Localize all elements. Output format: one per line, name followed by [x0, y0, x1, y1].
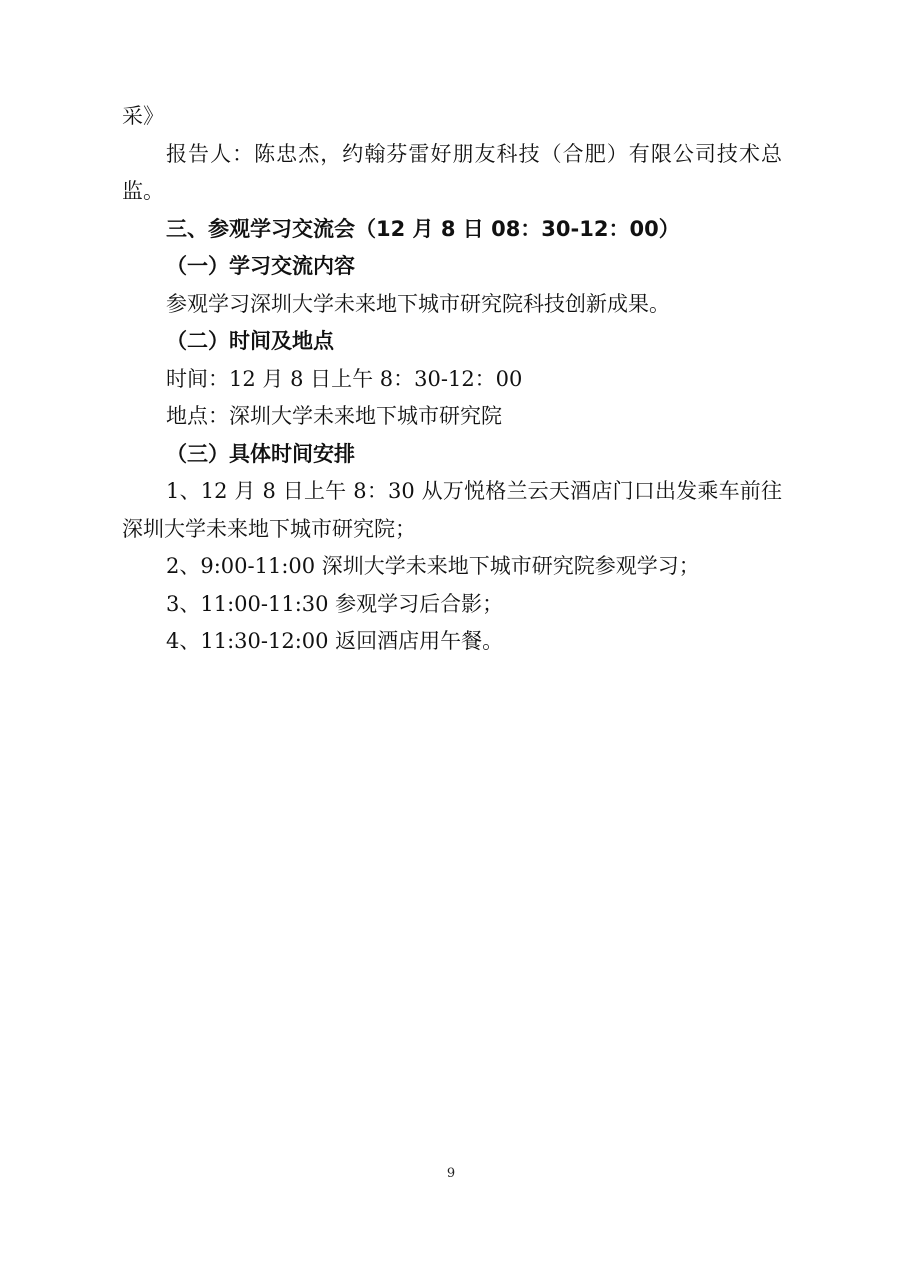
reporter-paragraph: 报告人：陈忠杰，约翰芬雷好朋友科技（合肥）有限公司技术总监。: [122, 141, 782, 203]
continuation-line: 采》: [122, 104, 164, 128]
schedule-item-1: 1、12 月 8 日上午 8：30 从万悦格兰云天酒店门口出发乘车前往深圳大学未来地下城市研究院；: [122, 479, 782, 541]
subsection-1-text: 参观学习深圳大学未来地下城市研究院科技创新成果。: [166, 291, 670, 316]
section-3-title: 三、参观学习交流会（12 月 8 日 08：30-12：00）: [166, 216, 680, 241]
subsection-2-title: （二）时间及地点: [166, 329, 334, 353]
page-number: 9: [446, 1166, 456, 1181]
schedule-item-4: 4、11:30-12:00 返回酒店用午餐。: [166, 629, 504, 653]
time-line: 时间：12 月 8 日上午 8：30-12：00: [166, 366, 523, 391]
schedule-item-3: 3、11:00-11:30 参观学习后合影；: [166, 591, 504, 616]
document-body: [122, 98, 782, 661]
subsection-3-title: （三）具体时间安排: [166, 441, 355, 466]
place-line: 地点：深圳大学未来地下城市研究院: [166, 404, 502, 428]
schedule-item-2: 2、9:00-11:00 深圳大学未来地下城市研究院参观学习；: [166, 554, 700, 578]
subsection-1-title: （一）学习交流内容: [166, 254, 355, 278]
